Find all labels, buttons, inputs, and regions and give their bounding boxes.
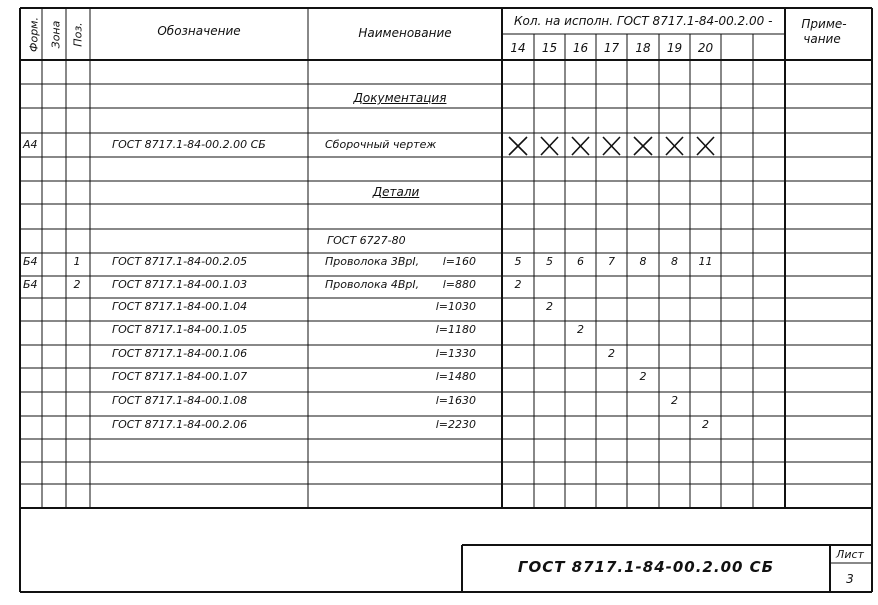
section-documentation: Документация [353,91,447,105]
row-quantity: 5 [514,255,522,268]
row-designation: ГОСТ 8717.1-84-00.1.06 [112,347,248,360]
row-quantity: 8 [639,255,647,268]
header-note-line1: Приме- [801,17,847,31]
header-zone: Зона [49,20,63,49]
row-quantity: 2 [702,418,709,431]
header-format: Форм. [27,17,41,52]
row-quantity: 2 [577,323,584,336]
variant-header: 17 [603,41,620,55]
row-quantity: 2 [546,300,553,313]
row-designation: ГОСТ 8717.1-84-00.1.04 [112,300,248,313]
row-quantity: 2 [608,347,615,360]
header-quantity: Кол. на исполн. ГОСТ 8717.1-84-00.2.00 - [514,14,773,28]
row-quantity: 8 [671,255,678,268]
variant-header: 20 [697,41,714,55]
row-quantity: 11 [698,255,713,268]
row-quantity: 2 [639,370,647,383]
row-quantity: 2 [671,394,678,407]
header-designation: Обозначение [157,24,241,38]
row-position: 1 [73,255,81,268]
row-quantity: 6 [577,255,584,268]
row-name: Сборочный чертеж [325,138,437,151]
cross-mark [509,137,527,155]
cross-mark [572,137,589,155]
row-designation: ГОСТ 8717.1-84-00.2.05 [112,255,248,268]
variant-header: 16 [572,41,589,55]
header-note-line2: чание [803,32,841,46]
row-quantity: 7 [608,255,615,268]
title-block-designation: ГОСТ 8717.1-84-00.2.00 СБ [517,558,775,576]
row-length: l=1480 [435,370,476,383]
section-standard: ГОСТ 6727-80 [327,234,406,247]
sheet-label: Лист [836,548,864,561]
row-length: l=1180 [435,323,476,336]
cross-mark [634,137,652,155]
sheet-number: 3 [846,572,854,586]
variant-header: 14 [510,41,526,55]
variant-header: 15 [541,41,558,55]
row-position: 2 [73,278,81,291]
row-name: Проволока 4ВрI, [325,278,420,291]
row-designation: ГОСТ 8717.1-84-00.1.08 [112,394,248,407]
row-name: Проволока 3ВрI, [325,255,420,268]
row-length: l=1330 [435,347,476,360]
row-designation: ГОСТ 8717.1-84-00.2.06 [112,418,248,431]
row-designation: ГОСТ 8717.1-84-00.1.03 [112,278,248,291]
row-designation: ГОСТ 8717.1-84-00.1.07 [112,370,248,383]
variant-header: 18 [635,41,651,55]
row-format: Б4 [23,255,38,268]
row-format: Б4 [23,278,38,291]
row-designation: ГОСТ 8717.1-84-00.1.05 [112,323,248,336]
header-position: Поз. [71,22,85,47]
section-parts: Детали [372,185,420,199]
row-length: l=160 [442,255,476,268]
cross-mark [666,137,683,155]
row-quantity: 2 [514,278,522,291]
cross-mark [603,137,620,155]
row-length: l=2230 [435,418,476,431]
row-length: l=1630 [435,394,476,407]
cross-mark [541,137,558,155]
row-format: А4 [23,138,38,151]
row-designation: ГОСТ 8717.1-84-00.2.00 СБ [112,138,266,151]
row-length: l=880 [442,278,476,291]
row-length: l=1030 [435,300,476,313]
variant-header: 19 [666,41,683,55]
cross-mark [697,137,714,155]
header-name: Наименование [358,26,452,40]
row-quantity: 5 [546,255,553,268]
